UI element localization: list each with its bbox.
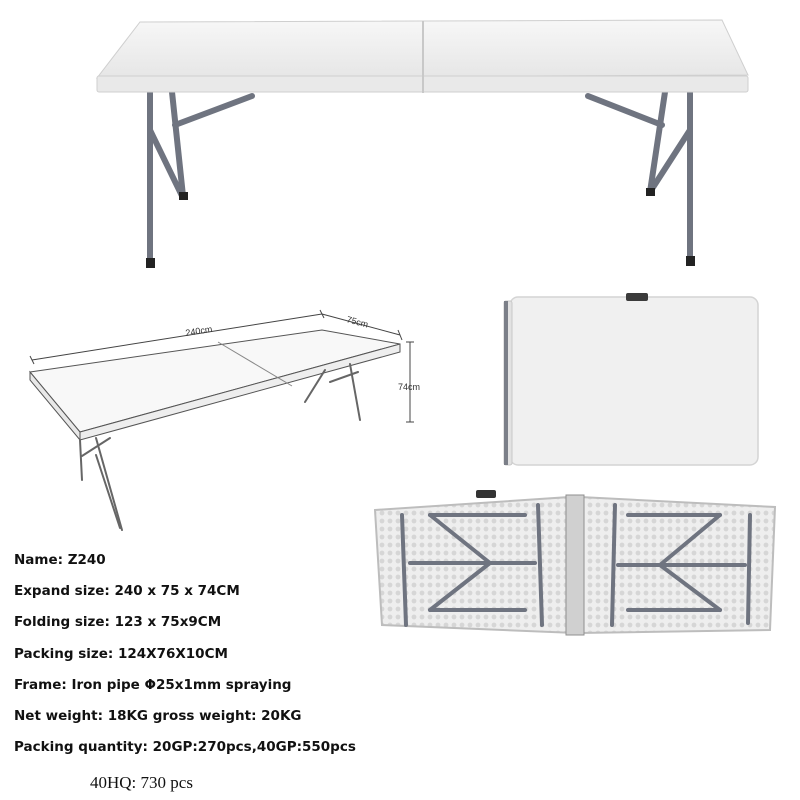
- dim-height-label: 74cm: [398, 382, 421, 392]
- folded-table-image: [490, 285, 770, 475]
- dim-length-label: 240cm: [184, 323, 213, 338]
- dim-width-label: 75cm: [345, 314, 370, 330]
- open-table-underside-image: [370, 485, 785, 645]
- spec-folding-size: Folding size: 123 x 75x9CM: [14, 614, 222, 630]
- spec-weight: Net weight: 18KG gross weight: 20KG: [14, 708, 302, 724]
- open-table-image: [0, 0, 800, 280]
- spec-name: Name: Z240: [14, 552, 106, 568]
- spec-40hq-quantity: 40HQ: 730 pcs: [90, 773, 193, 792]
- spec-expand-size: Expand size: 240 x 75 x 74CM: [14, 583, 240, 599]
- spec-packing-quantity: Packing quantity: 20GP:270pcs,40GP:550pcs: [14, 739, 356, 755]
- spec-packing-size: Packing size: 124X76X10CM: [14, 646, 228, 662]
- spec-frame: Frame: Iron pipe Φ25x1mm spraying: [14, 677, 292, 693]
